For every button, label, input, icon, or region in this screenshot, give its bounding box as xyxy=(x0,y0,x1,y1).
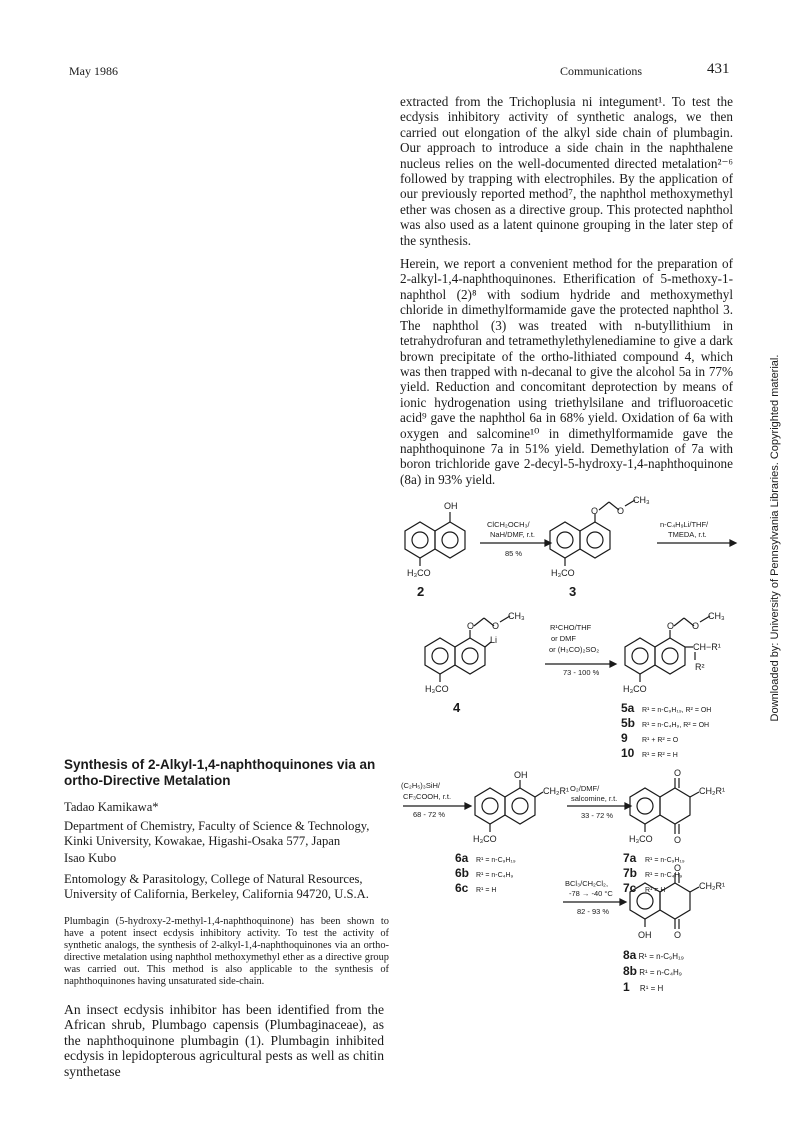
svg-text:salcomine, r.t.: salcomine, r.t. xyxy=(571,794,618,803)
paragraph-2: Herein, we report a convenient method for the preparation of 2-alkyl-1,4-naphthoquinones. Etherification of 5-methoxy-1-naphthol (2)⁸ with sodium hydride and methoxymethyl chloride in dimethylformamide gave the protected naphthol 3. The naphthol (3) was treated with n-butyllithium in tetrahydrofuran and tetramethylethylenediamine to give a dark brown precipitate of the ortho-lithiated compound 4, which was then trapped with n-decanal to give the alcohol 5a in 77% yield. Reduction and concomitant deprotection by means of ionic hydrogenation using triethylsilane and trifluoroacetic acid⁹ gave the naphthol 6a in 68% yield. Oxidation of 6a with oxygen and salcomine¹⁰ in dimethylformamide gave the naphthoquinone 7a in 51% yield. Demethylation of 7a with boron trichloride gave 2-decyl-5-hydroxy-1,4-naphthoquinone (8a) in 93% yield. xyxy=(400,256,733,487)
svg-text:H₃CO: H₃CO xyxy=(623,684,647,694)
svg-text:R¹ = n-C₉H₁₉: R¹ = n-C₉H₁₉ xyxy=(645,857,685,864)
svg-text:O₂/DMF/: O₂/DMF/ xyxy=(570,784,600,793)
svg-text:O: O xyxy=(492,621,500,631)
svg-text:or (H₃CO)₂SO₂: or (H₃CO)₂SO₂ xyxy=(549,645,600,654)
intro-paragraph: An insect ecdysis inhibitor has been identified from the African shrub, Plumbago capensis (Plumbaginaceae), as the naphthoquinone plumbagin (1). Plumbagin inhibited ecdysis in lepidopterous agricultural pests as well as chitin synthetase xyxy=(64,1002,384,1079)
svg-text:6a: 6a xyxy=(455,851,469,865)
svg-text:R¹ = n-C₄H₉: R¹ = n-C₄H₉ xyxy=(476,872,514,879)
svg-text:TMEDA, r.t.: TMEDA, r.t. xyxy=(668,530,707,539)
svg-text:7c: 7c xyxy=(623,881,637,895)
svg-text:O: O xyxy=(617,506,625,516)
compound-8-labels: 8a R¹ = n-C₉H₁₉ 8b R¹ = n-C₄H₉ 1 R¹ = H xyxy=(623,948,684,994)
header-section: Communications xyxy=(560,64,642,78)
svg-text:5b: 5b xyxy=(621,716,636,730)
svg-text:R²: R² xyxy=(695,662,705,672)
svg-text:10: 10 xyxy=(621,746,635,760)
compound-2-structure xyxy=(405,512,465,566)
svg-text:ClCH₂OCH₃/: ClCH₂OCH₃/ xyxy=(487,520,530,529)
svg-text:6c: 6c xyxy=(455,881,469,895)
svg-text:7a: 7a xyxy=(623,851,637,865)
header-date: May 1986 xyxy=(69,64,118,78)
affiliation-2: Entomology & Parasitology, College of Natural Resources, University of California, Berkeley, California 94720, U.S.A. xyxy=(64,872,369,901)
svg-text:-78 → -40 °C: -78 → -40 °C xyxy=(569,889,613,898)
paragraph-1: extracted from the Trichoplusia ni integument¹. To test the ecdysis inhibitory activity of synthetic analogs, we then carried out elongation of the alkyl side chain of plumbagin. Our approach to introduce a side chain in the naphthalene nucleus relies on the well-documented directed metalation²⁻⁶ followed by trapping with electrophiles. By the application of our previously reported method⁷, the naphthol methoxymethyl ether was chosen as a directive group. This protected naphthol was also used as a latent quinone grouping in the later step of the synthesis. xyxy=(400,94,733,248)
svg-text:CH−R¹: CH−R¹ xyxy=(693,642,721,652)
svg-text:6b: 6b xyxy=(455,866,470,880)
svg-text:R¹CHO/THF: R¹CHO/THF xyxy=(550,623,592,632)
svg-text:OH: OH xyxy=(514,770,528,780)
svg-text:82 - 93 %: 82 - 93 % xyxy=(577,907,610,916)
svg-text:3: 3 xyxy=(569,584,577,599)
affiliation-1: Department of Chemistry, Faculty of Science & Technology, Kinki University, Kowakae, Higashi-Osaka 577, Japan xyxy=(64,819,370,848)
svg-text:R¹ + R² = O: R¹ + R² = O xyxy=(642,737,679,744)
svg-text:(C₂H₅)₃SiH/: (C₂H₅)₃SiH/ xyxy=(401,781,440,790)
svg-text:CH₂R¹: CH₂R¹ xyxy=(699,881,725,891)
svg-text:O: O xyxy=(674,863,682,873)
svg-text:O: O xyxy=(467,621,475,631)
svg-text:R¹ = n-C₄H₉, R² = OH: R¹ = n-C₄H₉, R² = OH xyxy=(642,722,710,729)
svg-text:R¹ = H: R¹ = H xyxy=(645,887,666,894)
svg-text:CF₃COOH, r.t.: CF₃COOH, r.t. xyxy=(403,792,452,801)
svg-text:O: O xyxy=(667,621,675,631)
svg-text:R¹ = n-C₄H₉: R¹ = n-C₄H₉ xyxy=(645,872,683,879)
svg-text:CH₃: CH₃ xyxy=(633,495,650,505)
svg-text:BCl₃/CH₂Cl₂,: BCl₃/CH₂Cl₂, xyxy=(565,879,609,888)
svg-text:H₃CO: H₃CO xyxy=(407,568,431,578)
svg-text:n-C₄H₉Li/THF/: n-C₄H₉Li/THF/ xyxy=(660,520,709,529)
svg-text:OH: OH xyxy=(444,501,458,511)
abstract: Plumbagin (5-hydroxy-2-methyl-1,4-naphthoquinone) has been shown to have a potent insect ecdysis inhibitory activity. To test the activity of synthetic analogs, the synthesis of 2-alkyl-1,4-naphthoquinones via an ortho-directive metalation using naphthol methoxymethyl ether as a directive group was carried out. This method is also applicable to the synthesis of naphthoquinones having unsaturated side-chain. xyxy=(64,916,389,987)
svg-text:O: O xyxy=(674,768,682,778)
compound-6-structure xyxy=(475,780,543,832)
compound-8-structure xyxy=(630,873,699,929)
svg-text:R¹ = H: R¹ = H xyxy=(476,887,497,894)
svg-text:2: 2 xyxy=(417,584,425,599)
article-title: Synthesis of 2-Alkyl-1,4-naphthoquinones via an ortho-Directive Metalation xyxy=(64,757,376,788)
svg-text:O: O xyxy=(674,835,682,845)
svg-text:R¹ = n-C₉H₁₉, R² = OH: R¹ = n-C₉H₁₉, R² = OH xyxy=(642,707,712,714)
author-block xyxy=(64,800,382,902)
svg-text:R¹ = R² = H: R¹ = R² = H xyxy=(642,752,678,759)
download-watermark: Downloaded by: University of Pennsylvania Libraries. Copyrighted material. xyxy=(769,354,781,722)
svg-text:7b: 7b xyxy=(623,866,638,880)
svg-text:CH₃: CH₃ xyxy=(708,611,725,621)
svg-text:H₃CO: H₃CO xyxy=(473,834,497,844)
svg-text:73 - 100 %: 73 - 100 % xyxy=(563,668,600,677)
svg-text:68 - 72 %: 68 - 72 % xyxy=(413,810,446,819)
svg-text:CH₂R¹: CH₂R¹ xyxy=(543,786,569,796)
svg-text:or DMF: or DMF xyxy=(551,634,576,643)
svg-text:85 %: 85 % xyxy=(505,549,523,558)
author-2: Isao Kubo xyxy=(64,851,117,865)
svg-text:4: 4 xyxy=(453,700,461,715)
svg-text:O: O xyxy=(674,930,682,940)
svg-text:5a: 5a xyxy=(621,701,635,715)
reaction-scheme xyxy=(395,490,740,960)
svg-text:H₃CO: H₃CO xyxy=(551,568,575,578)
svg-text:R¹ = n-C₉H₁₉: R¹ = n-C₉H₁₉ xyxy=(476,857,516,864)
svg-text:9: 9 xyxy=(621,731,628,745)
right-column-text xyxy=(400,94,733,495)
svg-text:H₃CO: H₃CO xyxy=(425,684,449,694)
compound-7-structure xyxy=(630,778,699,834)
svg-text:O: O xyxy=(692,621,700,631)
author-1: Tadao Kamikawa* xyxy=(64,800,159,814)
svg-text:33 - 72 %: 33 - 72 % xyxy=(581,811,614,820)
svg-text:O: O xyxy=(591,506,599,516)
page-number: 431 xyxy=(707,61,730,77)
svg-text:OH: OH xyxy=(638,930,652,940)
svg-text:NaH/DMF, r.t.: NaH/DMF, r.t. xyxy=(490,530,536,539)
svg-text:Li: Li xyxy=(490,635,498,645)
svg-text:CH₂R¹: CH₂R¹ xyxy=(699,786,725,796)
svg-text:CH₃: CH₃ xyxy=(508,611,525,621)
svg-text:H₃CO: H₃CO xyxy=(629,834,653,844)
